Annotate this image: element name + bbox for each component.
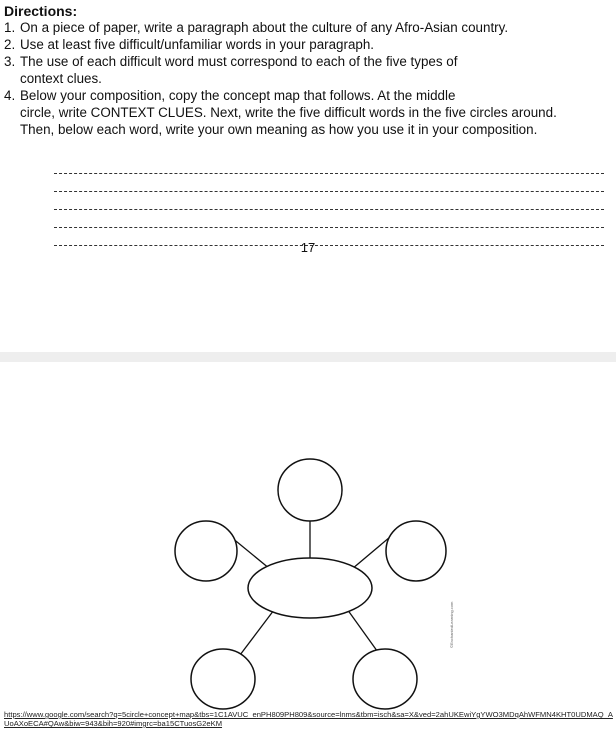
connector-right [352,537,390,569]
directions-title: Directions: [4,3,78,19]
copyright-mark: ©EnchantedLearning.com [449,601,454,648]
page-separator [0,352,616,362]
direction-item-2 [4,36,614,53]
outer-circle-bottom-left [191,649,255,709]
direction-text: Below your composition, copy the concept map that follows. At the middle circle, write CONTEXT CLUES. Next, write the five difficult words in the five circles around. Then, below each word, write your own meaning as how you use it in your composition. [20,88,557,137]
outer-circle-bottom-right [353,649,417,709]
direction-item-3 [4,53,614,87]
outer-circle-left [175,521,237,581]
answer-line [54,209,604,210]
directions-list [4,19,614,138]
direction-item-1 [4,19,614,36]
center-ellipse [248,558,372,618]
answer-line [54,191,604,192]
directions-section [0,0,616,352]
direction-number: 1. [4,20,16,35]
outer-circle-top [278,459,342,521]
direction-number: 3. [4,54,16,69]
source-url[interactable]: https://www.google.com/search?q=5circle+concept+map&tbs=1C1AVUC_enPH809PH809&source=lnms&tbm=isch&sa=X&ved=2ahUKEwiYgYWO3MDqAhWFMN4KHT0UDMAQ_AUoAXoECA#QAw&biw=943&bih=920#imgrc=ba15CTuosG2eKM [4,710,613,728]
concept-map-section [0,362,616,733]
direction-item-4 [4,87,614,138]
answer-line [54,173,604,174]
direction-text: The use of each difficult word must correspond to each of the five types of context clues. [20,54,458,86]
direction-text: On a piece of paper, write a paragraph about the culture of any Afro-Asian country. [20,20,509,35]
answer-line [54,227,604,228]
page-number: 17 [300,240,316,255]
outer-circle-right [386,521,446,581]
concept-map-diagram [0,362,616,733]
direction-number: 4. [4,88,16,103]
direction-number: 2. [4,37,16,52]
direction-text: Use at least five difficult/unfamiliar words in your paragraph. [20,37,375,52]
